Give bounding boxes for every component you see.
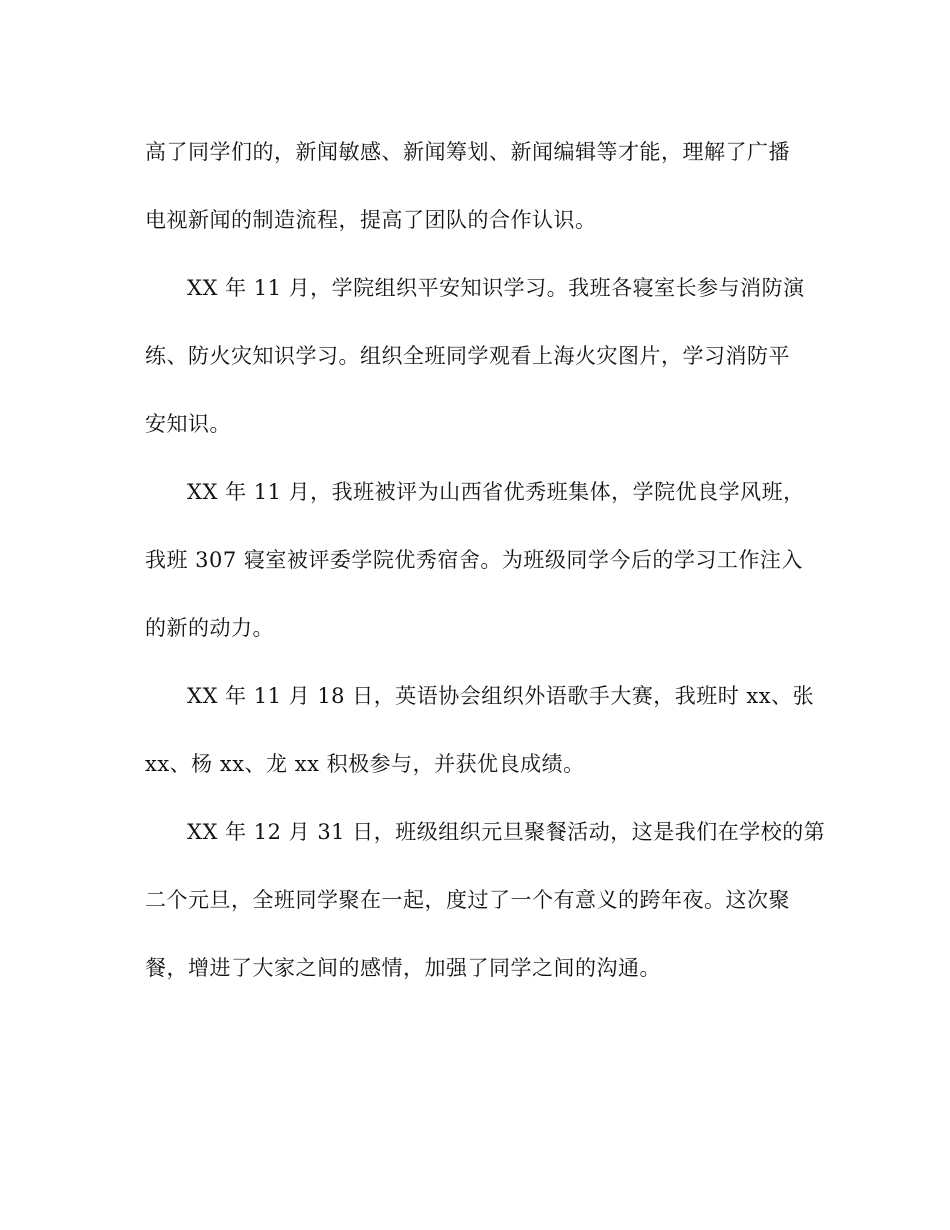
text-line: 餐，增进了大家之间的感情，加强了同学之间的沟通。 — [145, 956, 661, 980]
text-line: XX 年 11 月，学院组织平安知识学习。我班各寝室长参与消防演 — [187, 276, 805, 300]
text-line: XX 年 11 月 18 日，英语协会组织外语歌手大赛，我班时 xx、张 — [187, 684, 815, 708]
text-line: 二个元旦，全班同学聚在一起，度过了一个有意义的跨年夜。这次聚 — [145, 888, 790, 912]
text-line: 练、防火灾知识学习。组织全班同学观看上海火灾图片，学习消防平 — [145, 344, 790, 368]
text-line: xx、杨 xx、龙 xx 积极参与，并获优良成绩。 — [145, 752, 585, 776]
text-line: XX 年 11 月，我班被评为山西省优秀班集体，学院优良学风班， — [187, 480, 805, 504]
text-line: 电视新闻的制造流程，提高了团队的合作认识。 — [145, 208, 597, 232]
document-body — [145, 118, 826, 1002]
text-line: 高了同学们的，新闻敏感、新闻筹划、新闻编辑等才能，理解了广播 — [145, 140, 790, 164]
text-line: 我班 307 寝室被评委学院优秀宿舍。为班级同学今后的学习工作注入 — [145, 548, 803, 572]
text-line: XX 年 12 月 31 日，班级组织元旦聚餐活动，这是我们在学校的第 — [187, 820, 826, 844]
text-line: 安知识。 — [145, 412, 231, 436]
text-line: 的新的动力。 — [145, 616, 274, 640]
